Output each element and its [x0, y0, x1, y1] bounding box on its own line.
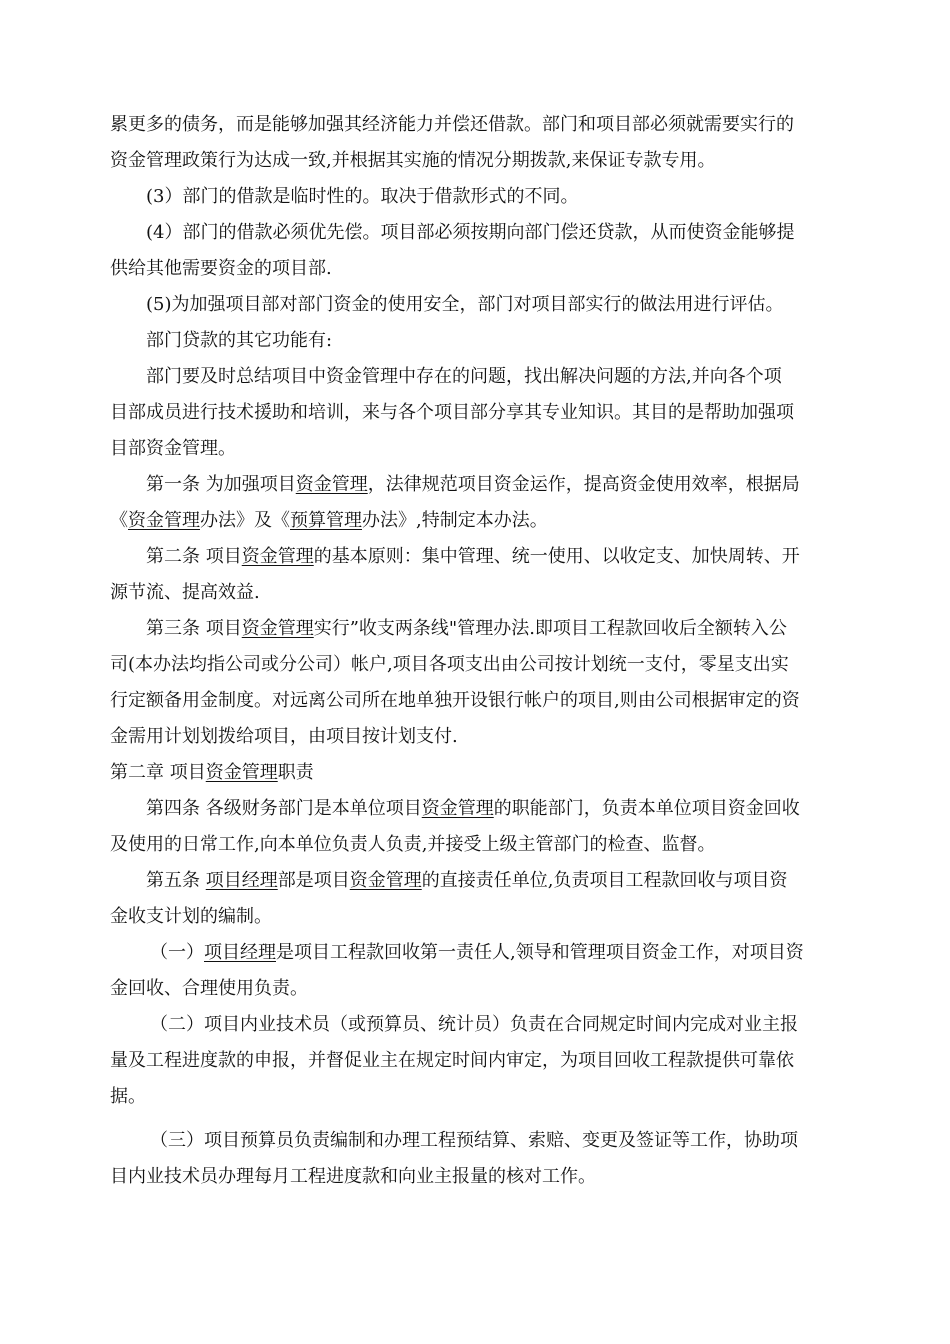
paragraph-line: 部门要及时总结项目中资金管理中存在的问题，找出解决问题的方法,并向各个项	[146, 366, 782, 387]
term-link: 资金管理	[241, 618, 314, 639]
article-3-line: 第三条 项目资金管理实行”收支两条线"管理办法.即项目工程款回收后全额转入公	[146, 618, 787, 639]
term-link: 项目经理	[204, 942, 276, 963]
article-2-line: 第二条 项目资金管理的基本原则：集中管理、统一使用、以收定支、加快周转、开	[146, 546, 800, 567]
paragraph-line: (3）部门的借款是临时性的。取决于借款形式的不同。	[146, 186, 579, 207]
term-link: 项目经理	[205, 870, 278, 891]
term-link: 资金管理	[128, 510, 200, 531]
article-3-line: 金需用计划划拨给项目，由项目按计划支付.	[110, 726, 458, 747]
item-1-line: （一）项目经理是项目工程款回收第一责任人,领导和管理项目资金工作，对项目资	[150, 942, 804, 963]
article-1-line: 第一条 为加强项目资金管理，法律规范项目资金运作，提高资金使用效率，根据局	[146, 474, 800, 495]
item-3-line: （三）项目预算员负责编制和办理工程预结算、索赔、变更及签证等工作，协助项	[150, 1130, 798, 1151]
article-3-line: 司(本办法均指公司或分公司）帐户,项目各项支出由公司按计划统一支付，零星支出实	[110, 654, 789, 675]
term-link: 资金管理	[241, 546, 314, 567]
item-3-line: 目内业技术员办理每月工程进度款和向业主报量的核对工作。	[110, 1166, 596, 1187]
article-4-line: 及使用的日常工作,向本单位负责人负责,并接受上级主管部门的检查、监督。	[110, 834, 716, 855]
paragraph-line: 累更多的债务，而是能够加强其经济能力并偿还借款。部门和项目部必须就需要实行的	[110, 114, 794, 135]
term-link: 预算管理	[290, 510, 362, 531]
article-1-line: 《资金管理办法》及《预算管理办法》,特制定本办法。	[110, 510, 548, 531]
term-link: 资金管理	[349, 870, 422, 891]
term-link: 资金管理	[295, 474, 368, 495]
paragraph-line: 供给其他需要资金的项目部.	[110, 258, 332, 279]
article-3-line: 行定额备用金制度。对远离公司所在地单独开设银行帐户的项目,则由公司根据审定的资	[110, 690, 800, 711]
item-2-line: 据。	[110, 1086, 146, 1107]
item-1-line: 金回收、合理使用负责。	[110, 978, 308, 999]
paragraph-line: 资金管理政策行为达成一致,并根据其实施的情况分期拨款,来保证专款专用。	[110, 150, 716, 171]
term-link: 资金管理	[421, 798, 494, 819]
paragraph-line: 目部成员进行技术援助和培训，来与各个项目部分享其专业知识。其目的是帮助加强项	[110, 402, 794, 423]
item-2-line: （二）项目内业技术员（或预算员、统计员）负责在合同规定时间内完成对业主报	[150, 1014, 798, 1035]
term-link: 资金管理	[205, 762, 278, 783]
article-4-line: 第四条 各级财务部门是本单位项目资金管理的职能部门，负责本单位项目资金回收	[146, 798, 800, 819]
paragraph-line: (5)为加强项目部对部门资金的使用安全，部门对项目部实行的做法用进行评估。	[146, 294, 784, 315]
article-5-line: 金收支计划的编制。	[110, 906, 272, 927]
paragraph-line: 部门贷款的其它功能有:	[146, 330, 333, 351]
article-2-line: 源节流、提高效益.	[110, 582, 260, 603]
item-2-line: 量及工程进度款的申报，并督促业主在规定时间内审定，为项目回收工程款提供可靠依	[110, 1050, 794, 1071]
article-5-line: 第五条 项目经理部是项目资金管理的直接责任单位,负责项目工程款回收与项目资	[146, 870, 788, 891]
paragraph-line: 目部资金管理。	[110, 438, 236, 459]
chapter-heading: 第二章 项目资金管理职责	[110, 762, 314, 783]
paragraph-line: (4）部门的借款必须优先偿。项目部必须按期向部门偿还贷款，从而使资金能够提	[146, 222, 795, 243]
